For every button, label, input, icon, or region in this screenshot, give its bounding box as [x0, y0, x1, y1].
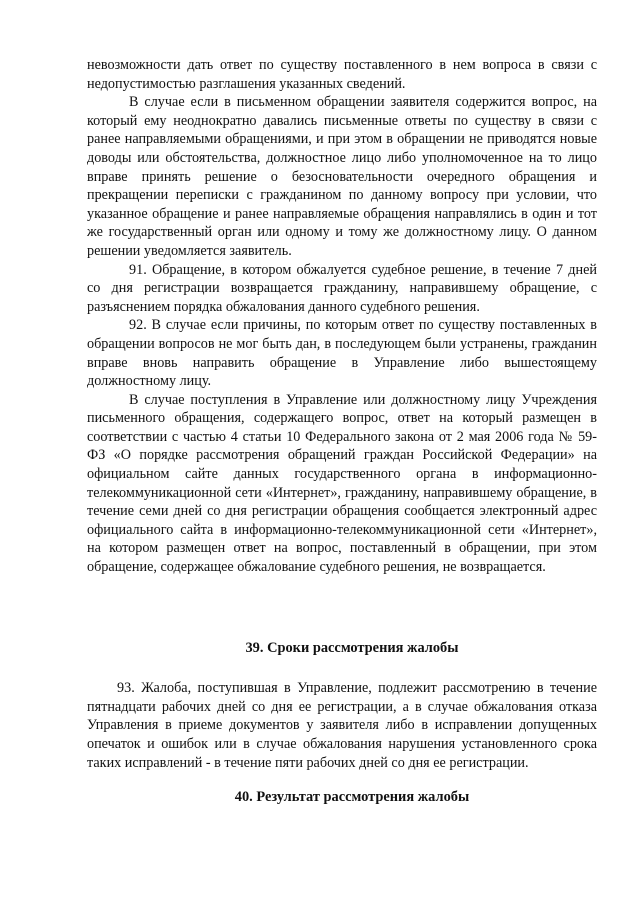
section-heading-39: 39. Сроки рассмотрения жалобы	[245, 639, 459, 656]
document-page	[87, 56, 597, 807]
paragraph-91: 91. Обращение, в котором обжалуется судебное решение, в течение 7 дней со дня регистрации возвращается гражданину, направившему обращение, с разъяснением порядка обжалования данного судебного решения.	[87, 261, 597, 315]
paragraph-93: 93. Жалоба, поступившая в Управление, подлежит рассмотрению в течение пятнадцати рабочих дней со дня ее регистрации, а в случае обжалования отказа Управления в приеме документов у заявителя либо в исправлении допущенных опечаток и ошибок или в случае обжалования нарушения установленного срока таких исправлений - в течение пяти рабочих дней со дня ее регистрации.	[87, 680, 597, 771]
section-heading-40: 40. Результат рассмотрения жалобы	[234, 789, 470, 806]
paragraph-internet-answer: В случае поступления в Управление или должностному лицу Учреждения письменного обращения, содержащего вопрос, ответ на который размещен в соответствии с частью 4 статьи 10 Федерального закона от 2 мая 2006 года № 59-ФЗ «О порядке рассмотрения обращений граждан Российской Федерации» на официальном сайте данных государственного органа в информационно-телекоммуникационной сети «Интернет», гражданину, направившему обращение, в течение семи дней со дня регистрации обращения сообщается электронный адрес официального сайта в информационно-телекоммуникационной сети «Интернет», на котором размещен ответ на вопрос, поставленный в обращении, при этом обращение, содержащее обжалование судебного решения, не возвращается.	[87, 391, 597, 576]
paragraph-repeated-appeals: В случае если в письменном обращении заявителя содержится вопрос, на который ему неоднократно давались письменные ответы по существу в связи с ранее направляемыми обращениями, и при этом в обращении не приводятся новые доводы или обстоятельства, должностное лицо либо уполномоченное на то лицо вправе принять решение о безосновательности очередного обращения и прекращении переписки с гражданином по данному вопросу при условии, что указанное обращение и ранее направляемые обращения направлялись в один и тот же государственный орган или одному и тому же должностному лицу. О данном решении уведомляется заявитель.	[87, 94, 597, 259]
paragraph-continuation: невозможности дать ответ по существу поставленного в нем вопроса в связи с недопустимостью разглашения указанных сведений.	[87, 57, 597, 92]
paragraph-92: 92. В случае если причины, по которым ответ по существу поставленных в обращении вопросов не мог быть дан, в последующем были устранены, гражданин вправе вновь направить обращение в Управление либо вышестоящему должностному лицу.	[87, 317, 597, 390]
